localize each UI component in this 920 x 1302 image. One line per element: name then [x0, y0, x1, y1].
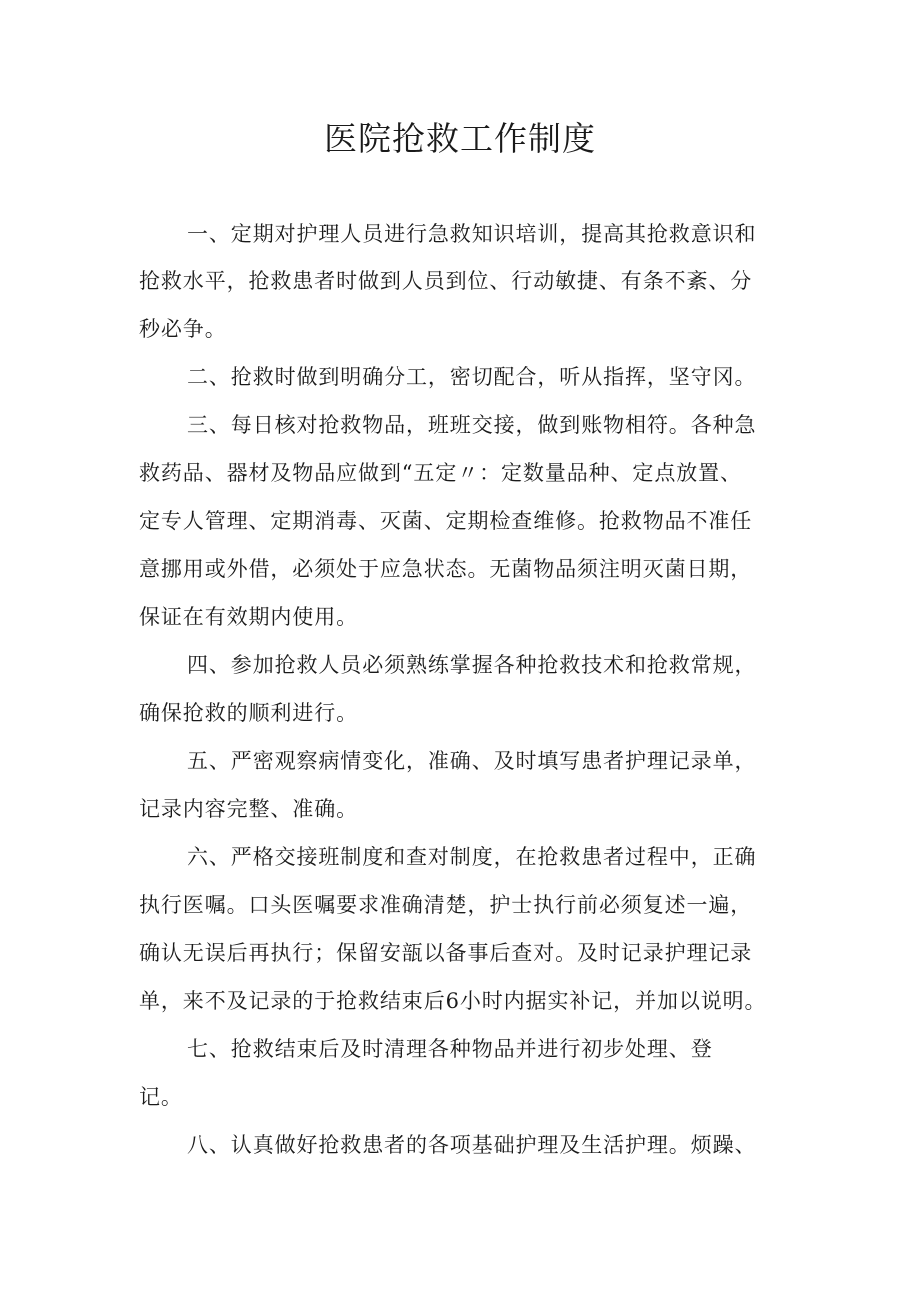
paragraph-line: 抢救水平，抢救患者时做到人员到位、行动敏捷、有条不紊、分: [139, 269, 753, 293]
document-title: 医院抢救工作制度: [324, 119, 596, 158]
paragraph-line: 执行医嘱。口头医嘱要求准确清楚，护士执行前必须复述一遍，: [139, 893, 753, 917]
paragraph-line: 五、严密观察病情变化，准确、及时填写患者护理记录单，: [187, 749, 757, 773]
paragraph-line: 单，来不及记录的于抢救结束后6小时内据实补记，并加以说明。: [139, 989, 767, 1013]
paragraph-line: 六、严格交接班制度和查对制度，在抢救患者过程中，正确: [187, 845, 757, 869]
paragraph-line: 二、抢救时做到明确分工，密切配合，听从指挥，坚守冈。: [187, 365, 757, 389]
paragraph-line: 八、认真做好抢救患者的各项基础护理及生活护理。烦躁、: [187, 1133, 757, 1157]
paragraph-line: 七、抢救结束后及时清理各种物品并进行初步处理、登: [187, 1037, 713, 1061]
paragraph-line: 意挪用或外借，必须处于应急状态。无菌物品须注明灭菌日期，: [139, 557, 753, 581]
paragraph-line: 保证在有效期内使用。: [139, 605, 358, 629]
paragraph-line: 一、定期对护理人员进行急救知识培训，提高其抢救意识和: [187, 222, 757, 246]
paragraph-line: 四、参加抢救人员必须熟练掌握各种抢救技术和抢救常规，: [187, 653, 757, 677]
paragraph-line: 确保抢救的顺利进行。: [139, 701, 358, 725]
paragraph-line: 定专人管理、定期消毒、灭菌、定期检查维修。抢救物品不准任: [139, 509, 753, 533]
paragraph-line: 救药品、器材及物品应做到“五定〃：定数量品种、定点放置、: [139, 461, 742, 485]
paragraph-line: 秒必争。: [139, 317, 227, 341]
paragraph-line: 三、每日核对抢救物品，班班交接，做到账物相符。各种急: [187, 413, 757, 437]
paragraph-line: 记录内容完整、准确。: [139, 797, 358, 821]
paragraph-line: 确认无误后再执行；保留安瓿以备事后查对。及时记录护理记录: [139, 941, 753, 965]
paragraph-line: 记。: [139, 1085, 183, 1109]
